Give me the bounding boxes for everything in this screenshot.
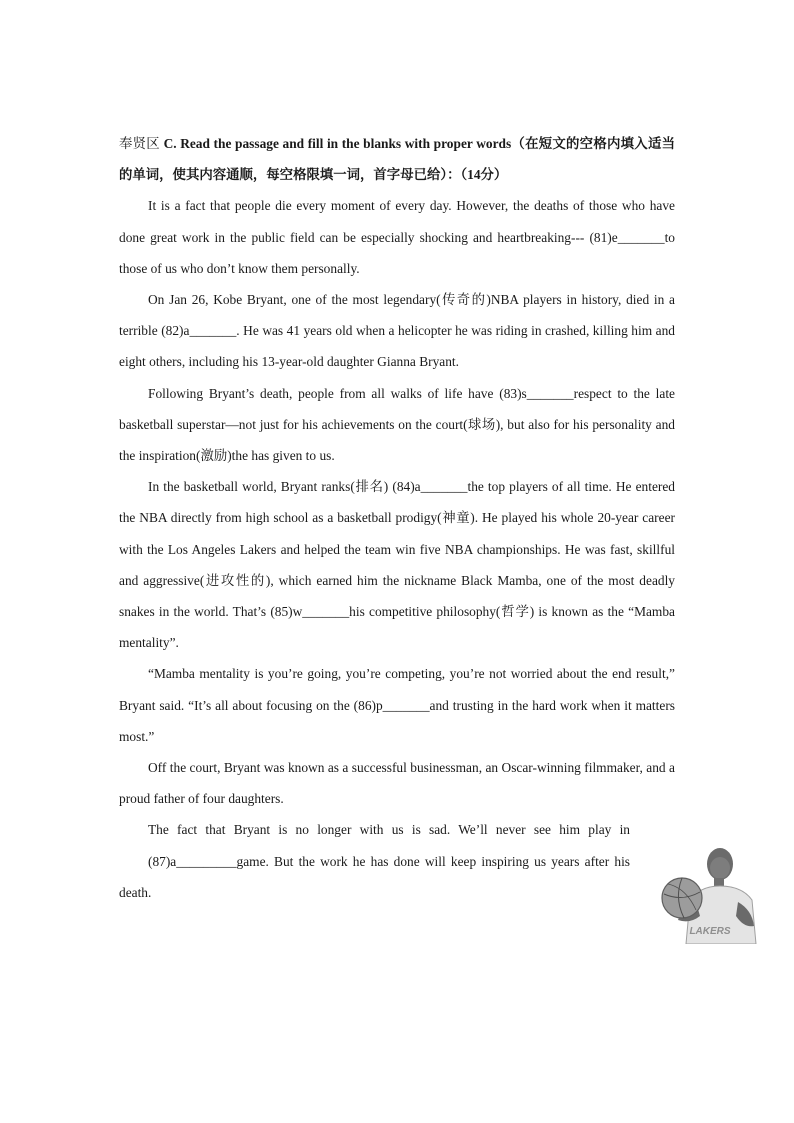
paragraph-7-line-3: death. xyxy=(119,884,152,900)
basketball-player-photo xyxy=(660,840,764,944)
paragraph-6: Off the court, Bryant was known as a successful businessman, an Oscar-winning filmmaker, and a proud father of four daughters. xyxy=(119,760,675,807)
paragraph-7-line-1: The fact that Bryant is no longer with us is sad. We’ll never see him play in xyxy=(148,822,630,838)
paragraph-7-line-2: (87)a_________game. But the work he has done will keep inspiring us years after his xyxy=(148,853,630,869)
section-heading xyxy=(119,128,675,190)
paragraph-7 xyxy=(119,814,675,908)
paragraph-3: Following Bryant’s death, people from all walks of life have (83)s_______respect to the late basketball superstar—not just for his achievements on the court(球场), but also for his personality and the inspiration(激励)the has given to us. xyxy=(119,385,675,464)
district-label: 奉贤区 xyxy=(119,136,160,151)
paragraph-5: “Mamba mentality is you’re going, you’re competing, you’re not worried about the end result,” Bryant said. “It’s all about focusing on the (86)p_______and trusting in the hard work when it matters most.” xyxy=(119,666,675,744)
paragraph-1: It is a fact that people die every moment of every day. However, the deaths of those who have done great work in the public field can be especially shocking and heartbreaking--- (81)e_______to those of us who don’t know them personally. xyxy=(119,198,675,276)
jersey-text: LAKERS xyxy=(689,926,731,937)
paragraph-4: In the basketball world, Bryant ranks(排名) (84)a_______the top players of all time. He entered the NBA directly from high school as a basketball prodigy(神童). He played his whole 20-year career with the Los Angeles Lakers and helped the team win five NBA championships. He was fast, skillful and aggressive(进攻性的), which earned him the nickname Black Mamba, one of the most deadly snakes in the world. That’s (85)w_______his competitive philosophy(哲学) is known as the “Mamba mentality”. xyxy=(119,479,675,651)
heading-title: C. Read the passage and fill in the blanks with proper words（在短文的空格内填入适当的单词，使其内容通顺，每空格限填一词，首字母已给）：（14分） xyxy=(119,136,675,183)
paragraph-2: On Jan 26, Kobe Bryant, one of the most legendary(传奇的)NBA players in history, died in a terrible (82)a_______. He was 41 years old when a helicopter he was riding in crashed, killing him and eight others, including his 13-year-old daughter Gianna Bryant. xyxy=(119,292,675,370)
passage-content xyxy=(119,128,675,908)
